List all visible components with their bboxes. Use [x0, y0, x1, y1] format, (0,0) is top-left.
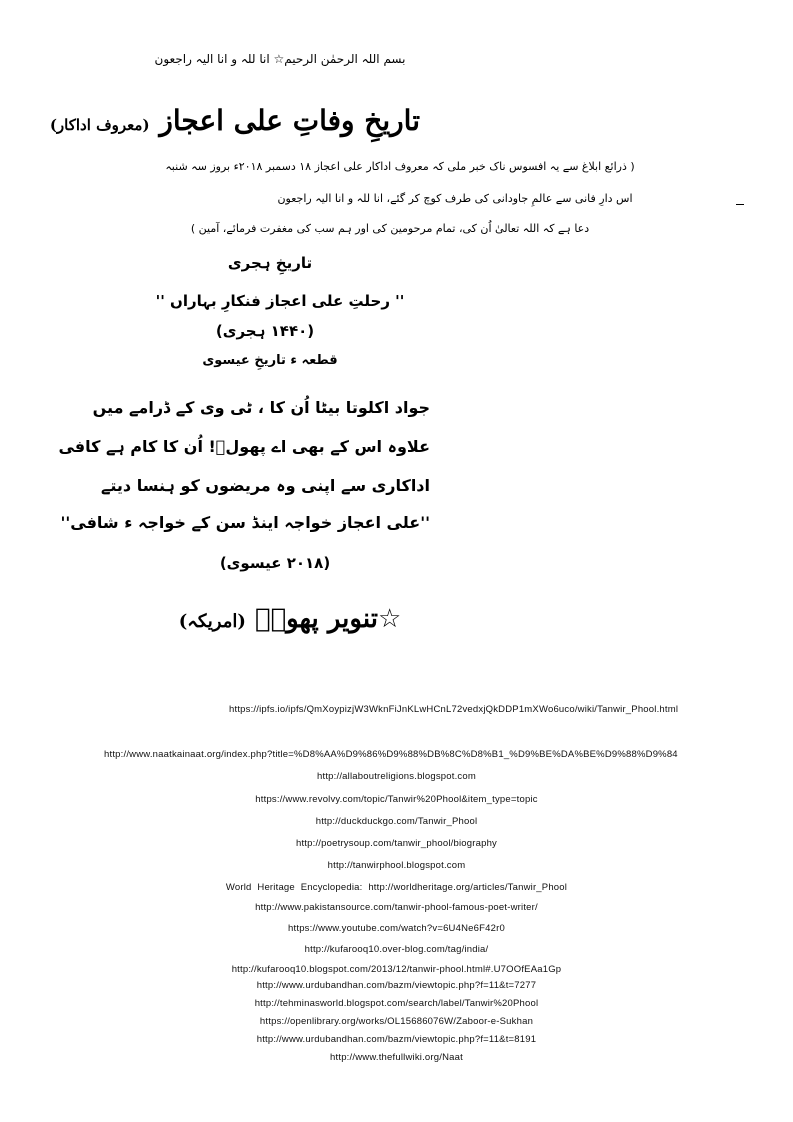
- page-title-main: تاریخِ وفاتِ علی اعجاز: [159, 104, 420, 137]
- reference-link[interactable]: https://www.youtube.com/watch?v=6U4Ne6F42r0: [288, 923, 505, 934]
- verse-line-4: ''علی اعجاز خواجہ اینڈ سن کے خواجہ ء شافی'': [60, 513, 430, 532]
- reference-link[interactable]: http://tehminasworld.blogspot.com/search/label/Tanwir%20Phool: [254, 998, 539, 1009]
- star-icon: ☆: [377, 604, 402, 634]
- intro-line-3: دعا ہے کہ اللہ تعالیٰ اُن کی، تمام مرحومین کی اور ہم سب کی مغفرت فرمائے، آمین ): [190, 222, 590, 235]
- signature-country: (امریکہ): [178, 611, 246, 632]
- reference-link[interactable]: https://www.revolvy.com/topic/Tanwir%20Phool&item_type=topic: [255, 794, 538, 805]
- reference-link[interactable]: http://duckduckgo.com/Tanwir_Phool: [315, 816, 478, 827]
- page-title-subtitle: (معروف اداکار): [49, 116, 150, 134]
- verse-line-1: جواد اکلوتا بیٹا اُن کا ، ٹی وی کے ڈرامے میں: [92, 398, 430, 417]
- verse-line-3: اداکاری سے اپنی وہ مریضوں کو ہنسا دیتے: [101, 476, 430, 495]
- hijri-year: (۱۴۴۰ ہجری): [215, 322, 315, 340]
- signature-name: تنویر پھولؔ: [254, 604, 378, 634]
- margin-mark: [736, 204, 744, 205]
- bismillah-line: بسم اللہ الرحمٰن الرحیم☆ انا للہ و انا الیہ راجعون: [154, 52, 406, 66]
- signature: [160, 604, 420, 634]
- reference-link[interactable]: http://tanwirphool.blogspot.com: [327, 860, 466, 871]
- reference-link[interactable]: http://www.thefullwiki.org/Naat: [330, 1052, 463, 1063]
- hijri-heading: تاریخِ ہجری: [227, 254, 313, 272]
- intro-line-1: ( ذرائع ابلاغ سے یہ افسوس ناک خبر ملی کہ معروف اداکار علی اعجاز ۱۸ دسمبر ۲۰۱۸ء بروز سہ شنبہ: [165, 160, 635, 173]
- page-title: [49, 104, 420, 152]
- reference-link[interactable]: https://openlibrary.org/works/OL15686076W/Zaboor-e-Sukhan: [259, 1016, 534, 1027]
- verse-line-2: علاوہ اس کے بھی اے پھولؔ! اُن کا کام ہے کافی: [58, 437, 430, 456]
- reference-link[interactable]: World Heritage Encyclopedia: http://worldheritage.org/articles/Tanwir_Phool: [225, 882, 568, 893]
- reference-link[interactable]: http://allaboutreligions.blogspot.com: [317, 771, 476, 782]
- reference-link[interactable]: http://www.urdubandhan.com/bazm/viewtopic.php?f=11&t=7277: [256, 980, 537, 991]
- gregorian-heading: قطعہ ء تاریخِ عیسوی: [202, 353, 338, 368]
- reference-link[interactable]: http://poetrysoup.com/tanwir_phool/biography: [295, 838, 498, 849]
- reference-link[interactable]: http://www.urdubandhan.com/bazm/viewtopic.php?f=11&t=8191: [256, 1034, 537, 1045]
- reference-link[interactable]: http://www.pakistansource.com/tanwir-phool-famous-poet-writer/: [255, 902, 538, 913]
- reference-link[interactable]: http://www.naatkainaat.org/index.php?title=%D8%AA%D9%86%D9%88%DB%8C%D8%B1_%D9%BE%DA%BE%D9%88%D9%84: [104, 749, 678, 760]
- reference-link[interactable]: http://kufarooq10.over-blog.com/tag/india/: [304, 944, 489, 955]
- reference-link[interactable]: https://ipfs.io/ipfs/QmXoypizjW3WknFiJnKLwHCnL72vedxjQkDDP1mXWo6uco/wiki/Tanwir_Phool.html: [229, 704, 679, 715]
- intro-line-2: اس دارِ فانی سے عالمِ جاودانی کی طرف کوچ کر گئے، انا للہ و انا الیہ راجعون: [277, 192, 633, 205]
- gregorian-year: (۲۰۱۸ عیسوی): [219, 554, 331, 572]
- reference-link[interactable]: http://kufarooq10.blogspot.com/2013/12/tanwir-phool.html#.U7OOfEAa1Gp: [231, 964, 562, 975]
- hijri-chronogram: '' رحلتِ علی اعجاز فنکارِ بہاراں '': [155, 292, 405, 310]
